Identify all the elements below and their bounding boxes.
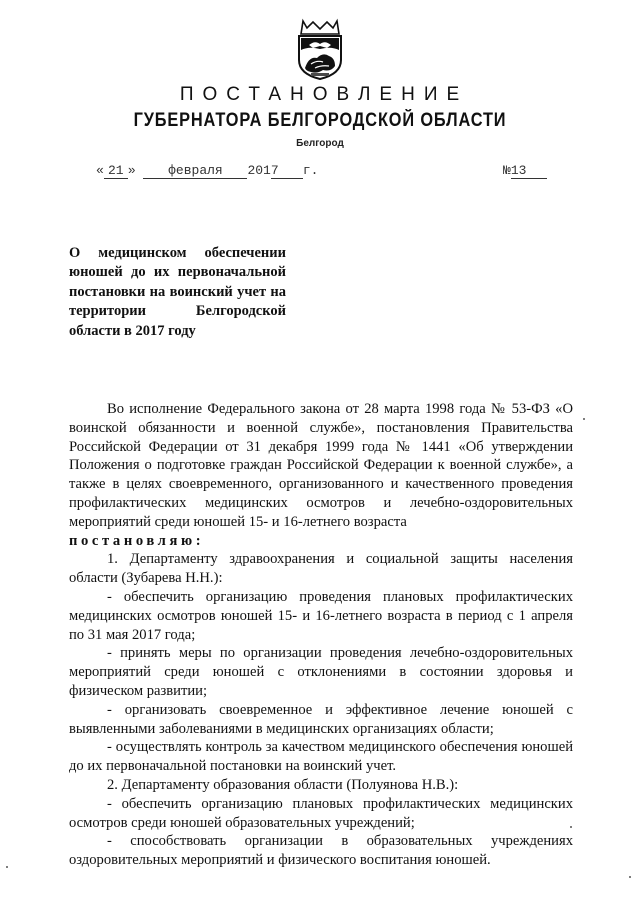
document-number xyxy=(503,163,547,179)
decree-word: постановляю: xyxy=(69,532,205,549)
date-year: 7 xyxy=(271,163,303,179)
date-month: февраля xyxy=(143,163,247,179)
scan-speck xyxy=(6,866,8,868)
scan-speck xyxy=(629,876,631,878)
item-1-d: - осуществлять контроль за качеством медицинского обеспечения юношей до их первоначальной постановки на воинский учет. xyxy=(69,739,573,775)
coat-of-arms-icon xyxy=(293,16,347,80)
number-label: № xyxy=(503,163,511,178)
city-label: Белгород xyxy=(296,138,344,149)
item-2-a: - обеспечить организацию плановых профилактических медицинских осмотров среди юношей образовательных учреждений; xyxy=(69,795,573,831)
item-1-b: - принять меры по организации проведения лечебно-оздоровительных мероприятий среди юношей с отклонениями в состоянии здоровья и физическом развитии; xyxy=(69,645,573,699)
document-subtitle: ГУБЕРНАТОРА БЕЛГОРОДСКОЙ ОБЛАСТИ xyxy=(133,110,507,131)
date-line: « 21 » февраля 2017 г. xyxy=(96,163,319,178)
intro-paragraph: Во исполнение Федерального закона от 28 марта 1998 года № 53-ФЗ «О воинской обязанности и военной службе», постановления Правительства Российской Федерации от 31 декабря 1999 года № 1441 «Об утверждении Положения о подготовке граждан Российской Федерации к военной службе», а также в целях своевременного, организованного и качественного проведения профилактических медицинских осмотров и лечебно-оздоровительных мероприятий среди юношей 15- и 16-летнего возраста xyxy=(69,401,573,530)
document-heading: О медицинском обеспечении юношей до их первоначальной постановки на воинский учет на территории Белгородской области в 2017 году xyxy=(69,245,286,339)
item-2-b: - способствовать организации в образовательных учреждениях оздоровительных мероприятий и физического воспитания юношей. xyxy=(69,833,573,869)
date-day: 21 xyxy=(104,163,128,179)
scan-speck xyxy=(583,418,585,420)
number-value: 13 xyxy=(511,163,547,179)
item-1: 1. Департаменту здравоохранения и социальной защиты населения области (Зубарева Н.Н.): xyxy=(69,551,573,587)
item-1-c: - организовать своевременное и эффективное лечение юношей с выявленными заболеваниями в медицинских организациях области; xyxy=(69,701,573,737)
item-2: 2. Департаменту образования области (Полуянова Н.В.): xyxy=(107,776,459,793)
document-body xyxy=(69,400,573,870)
document-title: ПОСТАНОВЛЕНИЕ xyxy=(179,84,469,105)
item-1-a: - обеспечить организацию проведения плановых профилактических медицинских осмотров юношей 15- и 16-летнего возраста в период с 1 апреля по 31 мая 2017 года; xyxy=(69,588,573,643)
scan-speck xyxy=(570,826,572,828)
